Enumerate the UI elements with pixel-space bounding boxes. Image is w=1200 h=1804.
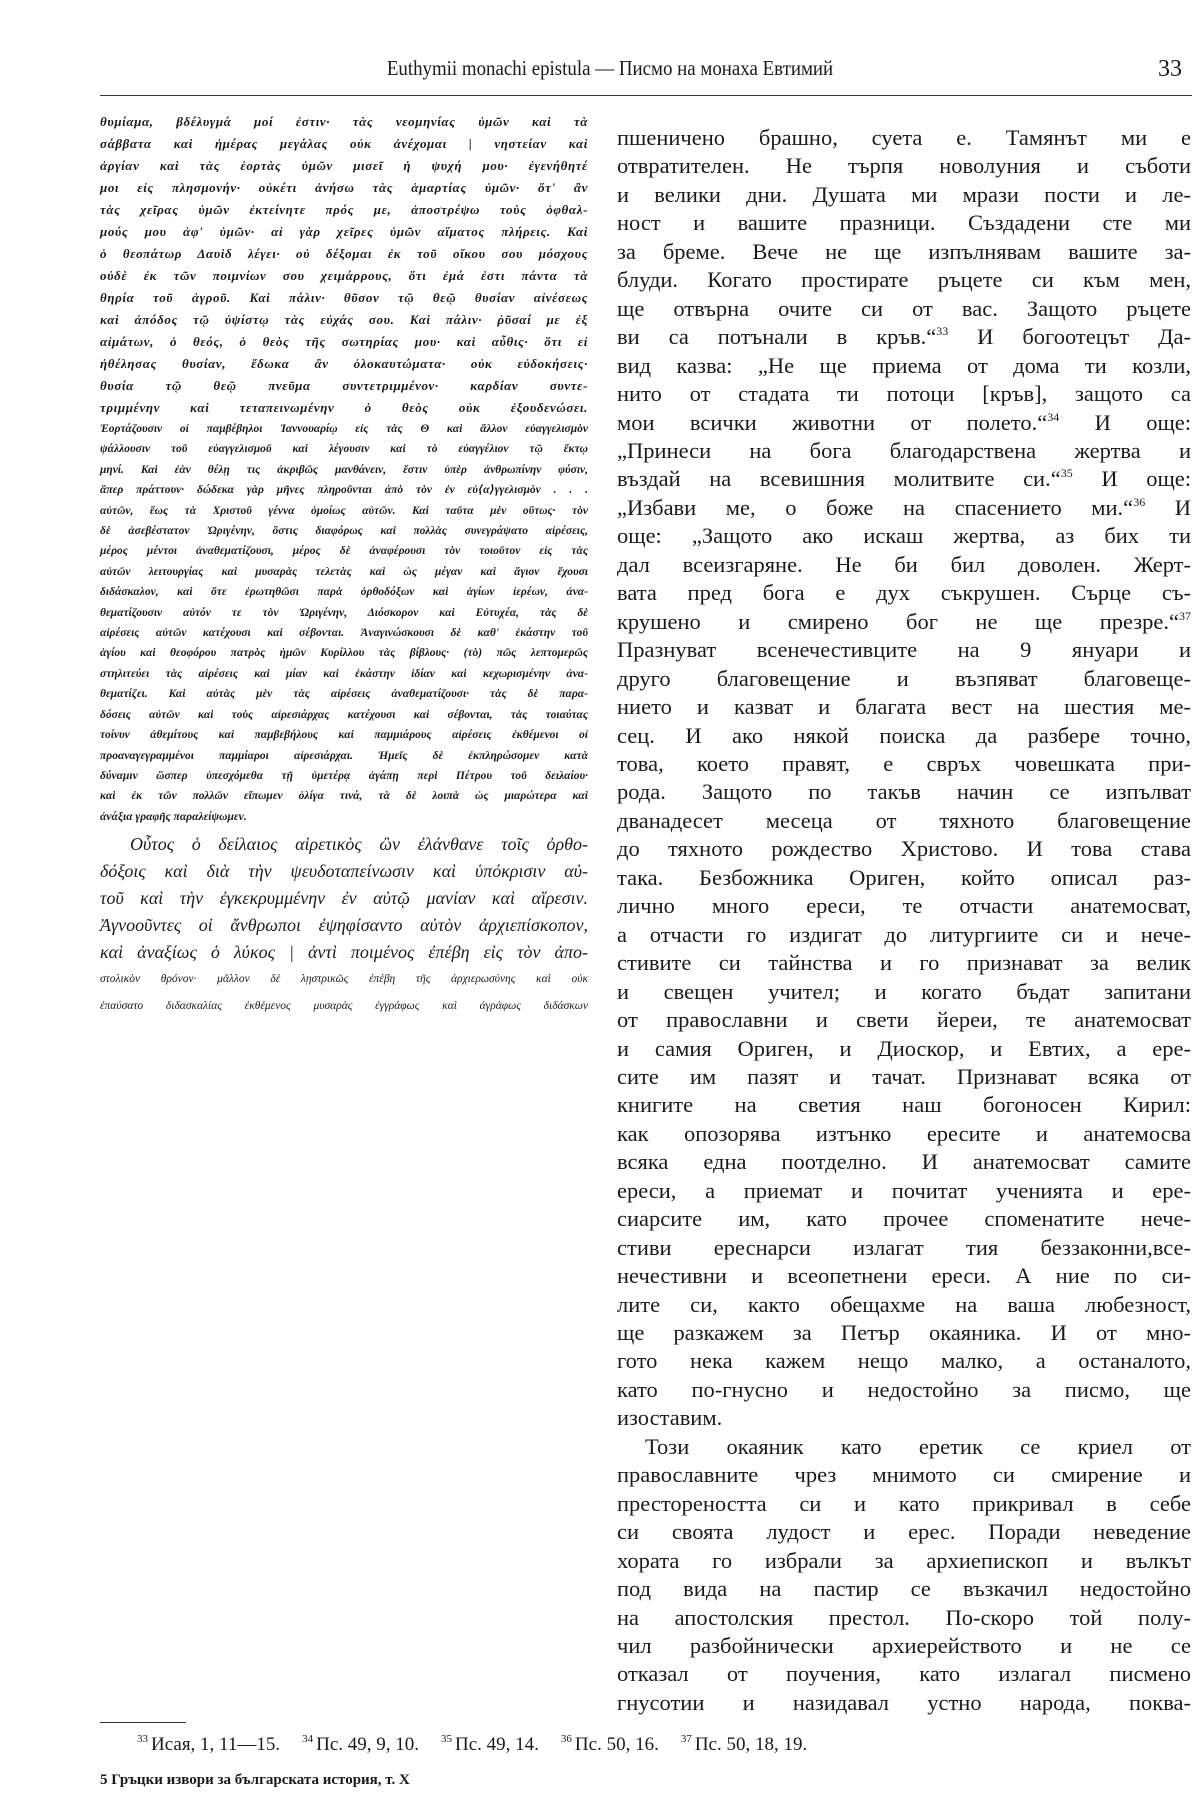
translation-line: [617, 807, 1191, 835]
line-text: лично много ереси, те отчасти анатемосват,: [617, 893, 1191, 919]
greek-line: ἠθέλησας θυσίαν, ἔδωκα ἂν ὁλοκαυτώματα· οὐκ εὐδοκήσεις·: [100, 356, 588, 371]
footnote-number: 34: [302, 1733, 314, 1745]
footnote-text: Пс. 50, 16.: [574, 1734, 659, 1755]
greek-line: ἁγίου καὶ θεοφόρου πατρὸς ἡμῶν Κυρίλλου τὰς βίβλους· (τὸ) πῶς λεπτομερῶς: [100, 647, 588, 660]
greek-line: οὐδὲ ἐκ τῶν ποιμνίων σου χειμάρρους, ὅτι ἐμά ἐστι πάντα τὰ: [100, 268, 588, 283]
footnote-rule: [100, 1722, 186, 1723]
translation-line: [617, 1632, 1191, 1660]
line-text: на апостолския престол. По-скоро той полу-: [617, 1604, 1191, 1630]
translation-line: [617, 921, 1191, 949]
line-text: Този окаяник като еретик се криел от: [645, 1433, 1191, 1459]
footnote-ref: 33: [936, 324, 949, 339]
translation-line: [617, 1404, 1191, 1432]
translation-line: [617, 494, 1191, 522]
line-text: сите им пазят и тачат. Признават всяка от: [617, 1063, 1191, 1089]
line-text: още: „Защото ако искаш жертва, аз бих ти: [617, 523, 1191, 549]
footnote-text: Пс. 49, 14.: [455, 1734, 539, 1755]
translation-line: [617, 1547, 1191, 1575]
greek-line: μούς μου ἀφ' ὑμῶν· αἱ γὰρ χεῖρες ὑμῶν αἵματος πλήρεις. Καὶ: [100, 224, 588, 239]
line-text: дванадесет месеца от тяхното благовещение: [617, 807, 1191, 833]
translation-line: [617, 266, 1191, 294]
footnote-ref: 35: [1060, 466, 1073, 481]
footnote-ref: 36: [1133, 494, 1146, 509]
translation-line: [617, 636, 1191, 664]
footnote-number: 35: [441, 1733, 453, 1745]
translation-line: [617, 152, 1191, 180]
greek-line: θυμίαμα, βδέλυγμά μοί ἐστιν· τὰς νεομηνίας ὑμῶν καὶ τὰ: [100, 114, 588, 129]
line-text: лите си, както обещахме на ваша любезност,: [617, 1291, 1191, 1317]
translation-line: [617, 323, 1191, 351]
translation-line: [617, 1461, 1191, 1489]
translation-line: [617, 1148, 1191, 1176]
translation-line: [617, 1063, 1191, 1091]
translation-line: [617, 1575, 1191, 1603]
translation-line: [617, 1205, 1191, 1233]
line-text: като по-гнусно и недостойно за писмо, ще: [617, 1376, 1191, 1402]
line-text: дал всеизгаряне. Не би бил доволен. Жерт-: [617, 551, 1191, 577]
line-text: това, което правят, е свръх човешката при-: [617, 750, 1191, 776]
line-text: чил разбойнически архиерейството и не се: [617, 1633, 1191, 1659]
greek-line: διδάσκαλον, καὶ ὅτε ἐρωτηθῶσι παρὰ ὀρθοδόξων καὶ ἁγίων ἱερέων, ἀνα-: [100, 586, 588, 599]
line-text: престореността си и като прикривал в себе: [617, 1490, 1191, 1516]
greek-line: στηλιτεύει τὰς αἱρέσεις καὶ μίαν καὶ ἑκάστην ἰδίαν καὶ κεχωρισμένην ἀνα-: [100, 667, 588, 680]
translation-line: [617, 1234, 1191, 1262]
greek-text-block-4: [100, 966, 588, 1020]
greek-text-block-2: [100, 419, 588, 827]
line-text: блуди. Когато простирате ръцете си към мен,: [617, 267, 1191, 293]
footnote-ref: 37: [1179, 608, 1191, 623]
line-text: рода. Защото по такъв начин се изпълват: [617, 779, 1191, 805]
translation-line: [617, 579, 1191, 607]
line-text: и велики дни. Душата ми мрази пости и ле-: [617, 181, 1191, 207]
greek-line: ἀργίαν καὶ τὰς ἑορτὰς ὑμῶν μισεῖ ἡ ψυχή μου· ἐγενήθητέ: [100, 158, 588, 173]
greek-line: τὰς χεῖρας ὑμῶν ἐκτείνητε πρός με, ἀποστρέψω τοὺς ὀφθαλ-: [100, 202, 588, 217]
translation-line: [617, 693, 1191, 721]
footnote: [441, 1734, 539, 1755]
greek-line: τοίνυν ἀθεμίτους καὶ παμβεβήλους καὶ παμμιάρους αἱρέσεις ἐκθέμενοι οἱ: [100, 729, 588, 742]
greek-line: σάββατα καὶ ἡμέρας μεγάλας οὐκ ἀνέχομαι | νηστείαν καὶ: [100, 136, 588, 151]
bulgarian-translation-column: [617, 124, 1191, 1717]
line-text: Празнуват всенечестивците на 9 януари и: [617, 637, 1191, 663]
greek-line: μοι εἰς πλησμονήν· οὐκέτι ἀνήσω τὰς ἁμαρτίας ὑμῶν· ὅτ' ἂν: [100, 180, 588, 195]
greek-line: στολικὸν θρόνον· μᾶλλον δὲ λῃστρικῶς ἐπέβη τῆς ἀρχιερωσύνης καὶ οὐκ: [100, 973, 588, 985]
line-text: книгите на светия наш богоносен Кирил:: [617, 1092, 1191, 1118]
translation-line: [617, 1291, 1191, 1319]
line-text: гнусотии и назидавал устно народа, поква-: [617, 1689, 1191, 1715]
line-text: мои всички животни от полето.“: [617, 409, 1048, 435]
translation-line: [617, 465, 1191, 493]
line-text: за бреме. Вече не ще изпълнявам вашите за-: [617, 238, 1191, 264]
translation-line: [617, 1091, 1191, 1119]
greek-line: δόσεις αὐτῶν καὶ τοὺς αἱρεσιάρχας κατέχουσι καὶ σέβονται, τὰς τοιαύτας: [100, 708, 588, 721]
line-text: ереси, а приемат и почитат ученията и ере-: [617, 1177, 1191, 1203]
line-text: изоставим.: [617, 1405, 723, 1431]
translation-line: [617, 608, 1191, 636]
translation-line: [617, 1433, 1191, 1461]
page-number: 33: [1158, 56, 1182, 82]
translation-line: [617, 1319, 1191, 1347]
greek-line: θεματίζουσιν αὐτόν τε τὸν Ὠριγένην, Διόσκορον καὶ Εὐτυχέα, τὰς δὲ: [100, 606, 588, 619]
greek-line: καὶ ἀναξίως ὁ λύκος | ἀντὶ ποιμένος ἐπέβη εἰς τὸν ἀπο-: [100, 942, 588, 962]
greek-line: αἱμάτων, ὁ θεός, ὁ θεὸς τῆς σωτηρίας μου· καὶ αὖθις· ὅτι εἰ: [100, 334, 588, 349]
footnote: [137, 1734, 280, 1755]
greek-line: δύναμιν ὥσπερ ὑπεσχόμεθα τῇ ὑμετέρᾳ ἀγάπῃ περὶ Πέτρου τοῦ δειλαίου·: [100, 769, 588, 782]
greek-line: καὶ ἀπόδος τῷ ὑψίστῳ τὰς εὐχάς σου. Καὶ πάλιν· ῥῦσαί με ἐξ: [100, 312, 588, 327]
line-text: под вида на пастир се възкачил недостойно: [617, 1576, 1191, 1602]
line-text: И още:: [1059, 409, 1192, 435]
line-text: друго благовещение и възпяват благовеще-: [617, 665, 1191, 691]
greek-line: δὲ ἀσεβέστατον Ὠριγένην, ὅστις διαφόρως καὶ πολλὰς συνεγράψατο αἱρέσεις,: [100, 525, 588, 538]
header-rule: [100, 95, 1192, 96]
greek-line: τοῦ καὶ τὴν ἐγκεκρυμμένην ἐν αὐτῷ μανίαν καὶ αἵρεσιν.: [100, 888, 588, 908]
translation-line: [617, 1376, 1191, 1404]
footnote-number: 36: [560, 1733, 572, 1745]
translation-line: [617, 209, 1191, 237]
line-text: си своята лудост и ерес. Поради неведение: [617, 1519, 1191, 1545]
line-text: въздай на всевишния молитвите си.“: [617, 466, 1061, 492]
line-text: от православни и свети йереи, те анатемосват: [617, 1007, 1191, 1033]
sheet-signature: 5 Гръцки извори за българската история, т. X: [100, 1772, 410, 1788]
translation-line: [617, 181, 1191, 209]
line-text: стивите си тайнства и го признават за велик: [617, 950, 1191, 976]
translation-line: [617, 238, 1191, 266]
translation-line: [617, 778, 1191, 806]
translation-line: [617, 978, 1191, 1006]
line-text: крушено и смирено бог не ще презре.“: [617, 608, 1179, 634]
line-text: до тяхното рождество Христово. И това става: [617, 836, 1191, 862]
translation-line: [617, 665, 1191, 693]
line-text: отказал от поучения, като излагал писмено: [617, 1661, 1191, 1687]
line-text: ще разкажем за Петър окаяника. И от мно-: [617, 1320, 1191, 1346]
line-text: така. Безбожника Ориген, който описал раз-: [617, 864, 1191, 890]
line-text: И още:: [1072, 466, 1192, 492]
line-text: отвратителен. Не търпя новолуния и съботи: [617, 153, 1191, 179]
line-text: сиарсите им, като прочее споменатите нече-: [617, 1206, 1191, 1232]
greek-text-block-1: [100, 111, 588, 419]
greek-line: ἀνάξια γραφῆς παραλείψωμεν.: [100, 810, 247, 823]
footnote-number: 33: [137, 1733, 148, 1745]
line-text: пшеничено брашно, суета е. Тамянът ми е: [617, 125, 1191, 150]
greek-line: δόξοις καὶ διὰ τὴν ψευδοταπείνωσιν καὶ ὑπόκρισιν αὐ-: [100, 861, 588, 881]
translation-line: [617, 1660, 1191, 1688]
translation-line: [617, 437, 1191, 465]
translation-line: [617, 380, 1191, 408]
line-text: „Избави ме, о боже на спасението ми.“: [617, 494, 1134, 520]
greek-line: ψάλλουσιν τοῦ εὐαγγελισμοῦ καὶ λέγουσιν καὶ τὸ εὐαγγέλιον τῷ ἕκτῳ: [100, 443, 588, 456]
line-text: стиви ереснарси излагат тия беззаконни,все-: [617, 1234, 1191, 1260]
line-text: ще отвърна очите си от вас. Защото ръцете: [617, 295, 1191, 321]
translation-line: [617, 295, 1191, 323]
line-text: православните чрез мнимото си смирение и: [617, 1462, 1191, 1488]
line-text: всяка една поотделно. И анатемосват самите: [617, 1149, 1191, 1175]
running-header-title: Euthymii monachi epistula — Писмо на монаха Евтимий: [386, 56, 834, 80]
greek-line: αὐτῶν λειτουργίας καὶ μυσαρὰς τελετὰς καὶ ὡς μέγαν καὶ ἅγιον ἔχουσι: [100, 565, 588, 578]
translation-line: [617, 835, 1191, 863]
line-text: гото нека кажем нещо малко, а останалото,: [617, 1348, 1191, 1374]
greek-line: Ἑορτάζουσιν οἱ παμβέβηλοι Ἰαννουαρίῳ εἰς τὰς Θ καὶ ἄλλον εὐαγγελισμὸν: [100, 423, 588, 435]
greek-line: μηνί. Καὶ ἐὰν θέλῃ τις ἀκριβῶς μανθάνειν, ἔστιν ὑπὲρ ἀνθρωπίνην φύσιν,: [100, 463, 588, 476]
footnote: [302, 1734, 419, 1755]
footnote: [561, 1734, 659, 1755]
footnotes: [137, 1734, 829, 1756]
line-text: хората го избрали за архиепископ и вълкът: [617, 1547, 1191, 1573]
line-text: сец. И ако някой поиска да разбере точно,: [617, 722, 1191, 748]
greek-line: θηρία τοῦ ἀγροῦ. Καὶ πάλιν· θῦσον τῷ θεῷ θυσίαν αἰνέσεως: [100, 290, 588, 305]
line-text: И богоотецът Да-: [948, 324, 1191, 350]
translation-line: [617, 1518, 1191, 1546]
greek-line: θεματίζει. Καὶ αὐτὰς μὲν τὰς αἱρέσεις ἀναθεματίζουσι· τὰς δὲ παρα-: [100, 688, 588, 701]
footnote-ref: 34: [1047, 409, 1060, 424]
translation-line: [617, 124, 1191, 152]
footnote-text: Пс. 50, 18, 19.: [694, 1734, 808, 1755]
translation-line: [617, 1006, 1191, 1034]
translation-line: [617, 352, 1191, 380]
translation-line: [617, 409, 1191, 437]
greek-line: αὐτῶν, ἕως τὰ Χριστοῦ γέννα ὁμοίως αὐτῶν. Καὶ ταῦτα μὲν οὕτως· τὸν: [100, 504, 588, 517]
translation-line: [617, 1604, 1191, 1632]
footnote: [681, 1734, 807, 1755]
line-text: как опозорява изтънко ересите и анатемосва: [617, 1120, 1191, 1146]
greek-line: αἱρέσεις αὐτῶν κατέχουσι καὶ σέβονται. Ἀναγινώσκουσι δὲ καθ' ἑκάστην τοῦ: [100, 627, 588, 640]
translation-line: [617, 1347, 1191, 1375]
line-text: вата пред бога е дух съкрушен. Сърце съ-: [617, 580, 1191, 606]
translation-line: [617, 864, 1191, 892]
translation-line: [617, 1262, 1191, 1290]
translation-line: [617, 1689, 1191, 1717]
greek-line: τριμμένην καὶ τεταπεινωμένην ὁ θεὸς οὐκ ἐξουδενώσει.: [100, 400, 588, 415]
greek-line: ἅπερ πράττουν· δώδεκα γὰρ μῆνες πληροῦνται ἀπὸ τὸν ἐν εὐ⟨α⟩γγελισμὸν . . .: [100, 484, 588, 497]
greek-line: Ἀγνοοῦντες οἱ ἄνθρωποι ἐψηφίσαντο αὐτὸν ἀρχιεπίσκοπον,: [100, 915, 588, 935]
greek-text-block-3: [100, 831, 588, 966]
greek-line: θυσία τῷ θεῷ πνεῦμα συντετριμμένον· καρδίαν συντε-: [100, 378, 588, 393]
line-text: нието и казват и благата вест на шестия ме-: [617, 694, 1191, 720]
footnote-text: Пс. 49, 9, 10.: [316, 1734, 420, 1755]
line-text: ност и вашите празници. Създадени сте ми: [617, 210, 1191, 236]
greek-line: Οὗτος ὁ δείλαιος αἱρετικὸς ὢν ἐλάνθανε τοῖς ὀρθο-: [130, 834, 588, 854]
greek-line: καὶ ἐκ τῶν πολλῶν εἴπωμεν ὀλίγα τινά, τὰ δὲ λοιπὰ ὡς μιαρώτερα καὶ: [100, 790, 588, 803]
line-text: „Принеси на бога благодарствена жертва и: [617, 437, 1191, 463]
line-text: вид казва: „Не ще приема от дома ти козли,: [617, 352, 1191, 378]
footnote-text: Исая, 1, 11—15.: [151, 1734, 281, 1755]
translation-line: [617, 522, 1191, 550]
greek-line: ἐπαύσατο διδασκαλίας ἐκθέμενος μυσαρὰς ἐγγράφως καὶ ἀγράφως διδάσκων: [100, 1000, 588, 1012]
translation-line: [617, 750, 1191, 778]
translation-line: [617, 1035, 1191, 1063]
translation-line: [617, 949, 1191, 977]
line-text: ви са потънали в кръв.“: [617, 324, 937, 350]
translation-line: [617, 1177, 1191, 1205]
greek-line: μέρος μέντοι ἀναθεματίζουσι, μέρος δὲ ἀναφέρουσι τὸν τοιοῦτον εἰς τὰς: [100, 545, 588, 558]
line-text: нито от стадата ти потоци [кръв], защото са: [617, 381, 1191, 407]
translation-line: [617, 892, 1191, 920]
line-text: а отчасти го издигат до литургиите си и нече-: [617, 921, 1191, 947]
translation-line: [617, 1490, 1191, 1518]
greek-line: ὁ θεοπάτωρ Δαυὶδ λέγει· οὐ δέξομαι ἐκ τοῦ οἴκου σου μόσχους: [100, 246, 588, 261]
translation-line: [617, 551, 1191, 579]
translation-line: [617, 1120, 1191, 1148]
translation-line: [617, 722, 1191, 750]
line-text: нечестивни и всеопетнени ереси. А ние по си-: [617, 1263, 1191, 1289]
footnote-number: 37: [680, 1733, 692, 1745]
line-text: И: [1145, 494, 1192, 520]
line-text: и свещен учител; и когато бъдат запитани: [617, 978, 1191, 1004]
greek-line: προαναγεγραμμένοι παμμίαροι αἱρεσιάρχαι. Ἡμεῖς δὲ ἐκπληρώσομεν κατὰ: [100, 749, 588, 762]
line-text: и самия Ориген, и Диоскор, и Евтих, а ере-: [617, 1035, 1191, 1061]
